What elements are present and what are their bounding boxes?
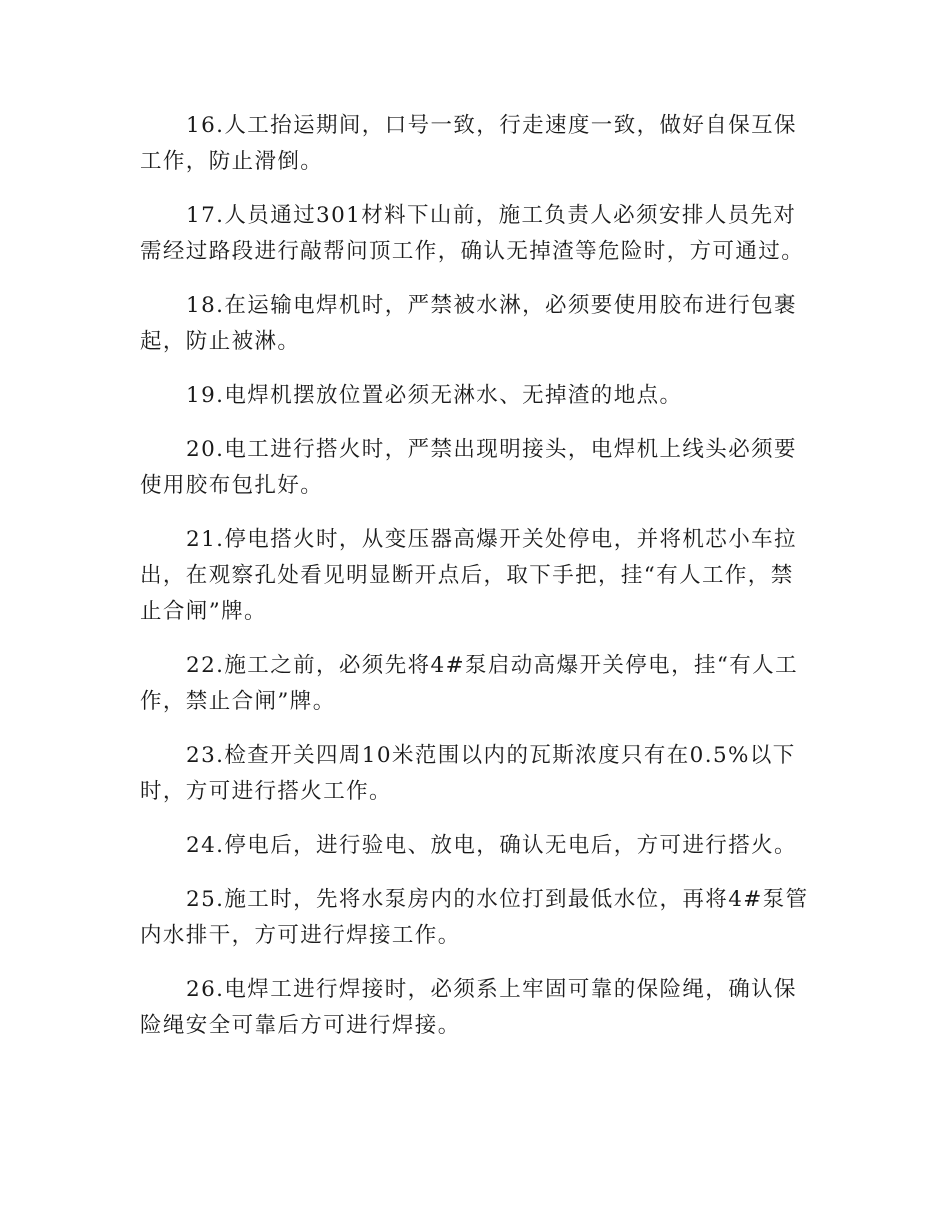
document-body	[140, 108, 812, 1062]
paragraph-17: 17.人员通过301材料下山前，施工负责人必须安排人员先对需经过路段进行敲帮问顶工作，确认无掉渣等危险时，方可通过。	[140, 203, 805, 264]
paragraph-22: 22.施工之前，必须先将4#泵启动高爆开关停电，挂“有人工作，禁止合闸”牌。	[140, 653, 798, 714]
paragraph-24: 24.停电后，进行验电、放电，确认无电后，方可进行搭火。	[186, 833, 797, 858]
paragraph-21: 21.停电搭火时，从变压器高爆开关处停电，并将机芯小车拉出，在观察孔处看见明显断开点后，取下手把，挂“有人工作，禁止合闸”牌。	[140, 527, 797, 624]
paragraph-23: 23.检查开关四周10米范围以内的瓦斯浓度只有在0.5%以下时，方可进行搭火工作。	[140, 743, 796, 804]
paragraph-25: 25.施工时，先将水泵房内的水位打到最低水位，再将4#泵管内水排干，方可进行焊接工作。	[140, 887, 809, 948]
paragraph-16: 16.人工抬运期间，口号一致，行走速度一致，做好自保互保工作，防止滑倒。	[140, 113, 797, 174]
paragraph-20: 20.电工进行搭火时，严禁出现明接头，电焊机上线头必须要使用胶布包扎好。	[140, 437, 797, 498]
paragraph-18: 18.在运输电焊机时，严禁被水淋，必须要使用胶布进行包裹起，防止被淋。	[140, 293, 797, 354]
paragraph-26: 26.电焊工进行焊接时，必须系上牢固可靠的保险绳，确认保险绳安全可靠后方可进行焊接。	[140, 977, 797, 1038]
paragraph-19: 19.电焊机摆放位置必须无淋水、无掉渣的地点。	[186, 383, 683, 408]
